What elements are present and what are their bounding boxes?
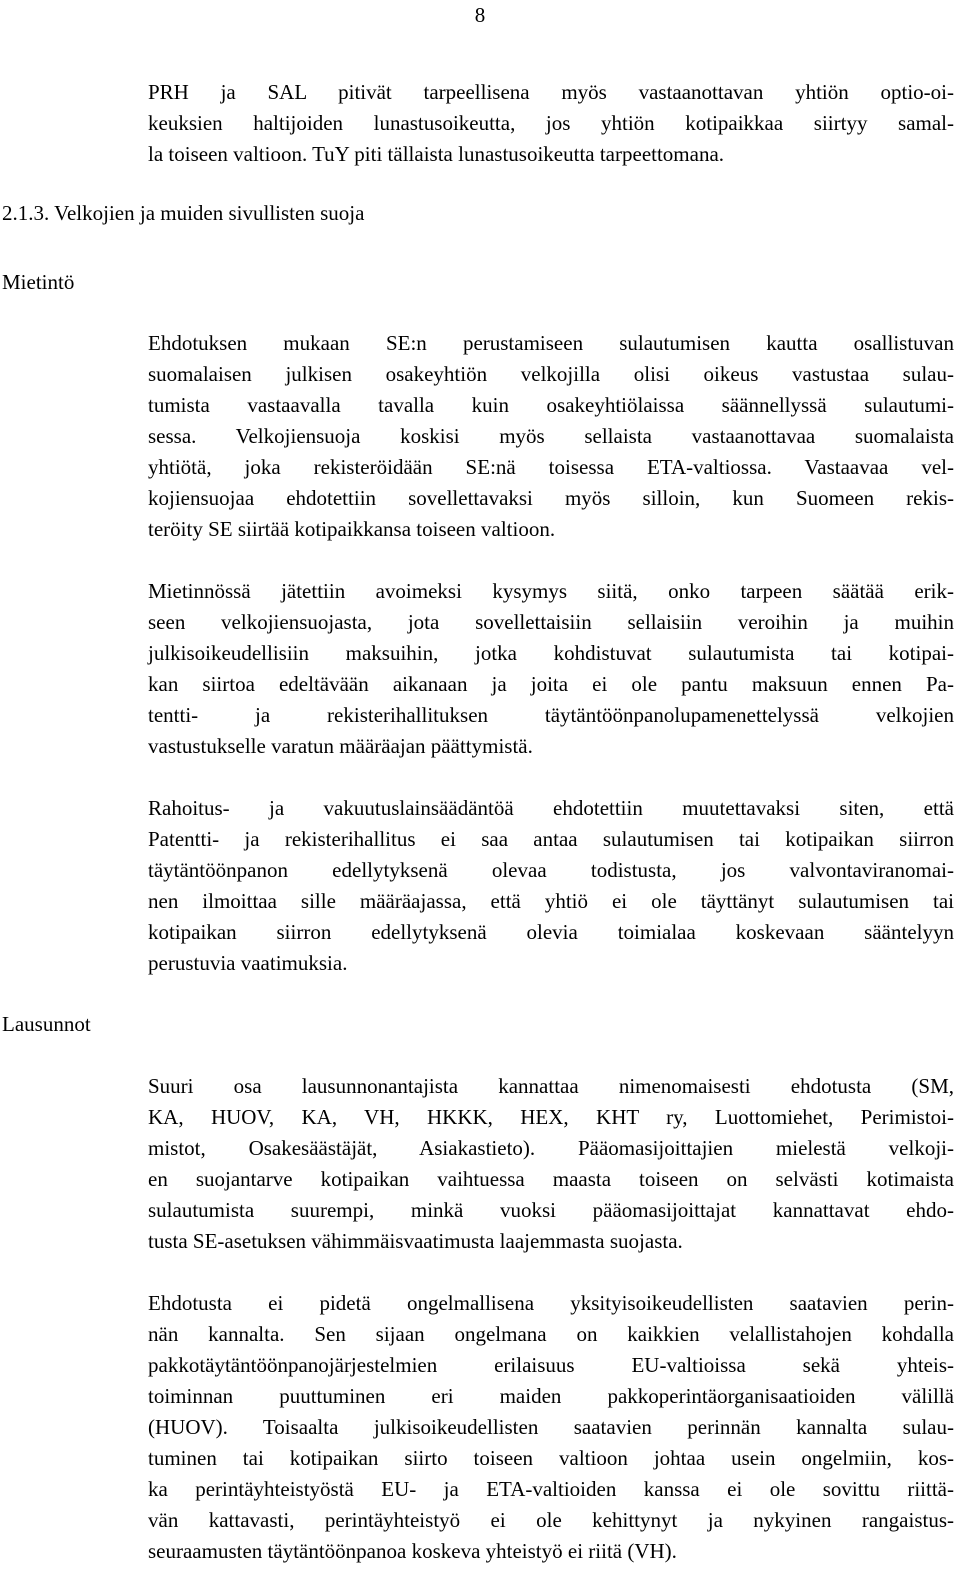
side-label-mietinto: Mietintö xyxy=(2,270,75,294)
text-line: mistot, Osakesäästäjät, Asiakastieto). Pääomasijoittajien mielestä velkoji- xyxy=(148,1136,954,1160)
text-line: tentti- ja rekisterihallituksen täytäntöönpanolupamenettelyssä velkojien xyxy=(148,703,954,727)
text-line: toiminnan puuttuminen eri maiden pakkoperintäorganisaatioiden välillä xyxy=(148,1384,954,1408)
text-line: Suuri osa lausunnonantajista kannattaa nimenomaisesti ehdotusta (SM, xyxy=(148,1074,954,1098)
text-line: ka perintäyhteistyöstä EU- ja ETA-valtioiden kanssa ei ole sovittu riittä- xyxy=(148,1477,954,1501)
text-line: yhtiötä, joka rekisteröidään SE:nä toisessa ETA-valtiossa. Vastaavaa vel- xyxy=(148,455,954,479)
side-label-lausunnot: Lausunnot xyxy=(2,1012,91,1036)
text-line: nen ilmoittaa sille määräajassa, että yhtiö ei ole täyttänyt sulautumisen tai xyxy=(148,889,954,913)
text-line: en suojantarve kotipaikan vaihtuessa maasta toiseen on selvästi kotimaista xyxy=(148,1167,954,1191)
text-line: teröity SE siirtää kotipaikkansa toiseen valtioon. xyxy=(148,517,556,541)
intro-paragraph xyxy=(148,77,954,170)
text-line: tuminen tai kotipaikan siirto toiseen valtioon johtaa usein ongelmiin, kos- xyxy=(148,1446,954,1470)
text-line: sessa. Velkojiensuoja koskisi myös sellaista vastaanottavaa suomalaista xyxy=(148,424,954,448)
text-line: sulautumista suurempi, minkä vuoksi pääomasijoittajat kannattavat ehdo- xyxy=(148,1198,954,1222)
text-line: Ehdotuksen mukaan SE:n perustamiseen sulautumisen kautta osallistuvan xyxy=(148,331,954,355)
lausunnot-paragraph-1 xyxy=(148,1071,954,1257)
text-line: pakkotäytäntöönpanojärjestelmien erilaisuus EU-valtioissa sekä yhteis- xyxy=(148,1353,954,1377)
mietinto-paragraph-2 xyxy=(148,576,954,762)
text-line: vastustukselle varatun määräajan päättymistä. xyxy=(148,734,533,758)
text-line: Ehdotusta ei pidetä ongelmallisena yksityisoikeudellisten saatavien perin- xyxy=(148,1291,954,1315)
text-line: seuraamusten täytäntöönpanoa koskeva yhteistyö ei riitä (VH). xyxy=(148,1539,677,1563)
mietinto-paragraph-1 xyxy=(148,328,954,545)
text-line: keuksien haltijoiden lunastusoikeutta, jos yhtiön kotipaikkaa siirtyy samal- xyxy=(148,111,954,135)
text-line: tumista vastaavalla tavalla kuin osakeyhtiölaissa säännellyssä sulautumi- xyxy=(148,393,954,417)
text-line: täytäntöönpanon edellytyksenä olevaa todistusta, jos valvontaviranomai- xyxy=(148,858,954,882)
text-line: Mietinnössä jätettiin avoimeksi kysymys siitä, onko tarpeen säätää erik- xyxy=(148,579,954,603)
text-line: tusta SE-asetuksen vähimmäisvaatimusta laajemmasta suojasta. xyxy=(148,1229,683,1253)
text-line: nän kannalta. Sen sijaan ongelmana on kaikkien velallistahojen kohdalla xyxy=(148,1322,954,1346)
lausunnot-paragraph-2 xyxy=(148,1288,954,1567)
page-number: 8 xyxy=(474,3,486,27)
section-heading: 2.1.3. Velkojien ja muiden sivullisten suoja xyxy=(2,201,365,225)
text-line: kotipaikan siirron edellytyksenä olevia toimialaa koskevaan sääntelyyn xyxy=(148,920,954,944)
text-line: la toiseen valtioon. TuY piti tällaista lunastusoikeutta tarpeettomana. xyxy=(148,142,725,166)
text-line: suomalaisen julkisen osakeyhtiön velkojilla olisi oikeus vastustaa sulau- xyxy=(148,362,954,386)
text-line: PRH ja SAL pitivät tarpeellisena myös vastaanottavan yhtiön optio-oi- xyxy=(148,80,954,104)
mietinto-paragraph-3 xyxy=(148,793,954,979)
text-line: KA, HUOV, KA, VH, HKKK, HEX, KHT ry, Luottomiehet, Perimistoi- xyxy=(148,1105,954,1129)
text-line: Patentti- ja rekisterihallitus ei saa antaa sulautumisen tai kotipaikan siirron xyxy=(148,827,954,851)
text-line: kan siirtoa edeltävään aikanaan ja joita ei ole pantu maksuun ennen Pa- xyxy=(148,672,954,696)
text-line: perustuvia vaatimuksia. xyxy=(148,951,348,975)
text-line: Rahoitus- ja vakuutuslainsäädäntöä ehdotettiin muutettavaksi siten, että xyxy=(148,796,954,820)
text-line: vän kattavasti, perintäyhteistyö ei ole kehittynyt ja nykyinen rangaistus- xyxy=(148,1508,954,1532)
text-line: kojiensuojaa ehdotettiin sovellettavaksi myös silloin, kun Suomeen rekis- xyxy=(148,486,954,510)
text-line: julkisoikeudellisiin maksuihin, jotka kohdistuvat sulautumista tai kotipai- xyxy=(148,641,954,665)
text-line: seen velkojiensuojasta, jota sovellettaisiin sellaisiin veroihin ja muihin xyxy=(148,610,954,634)
text-line: (HUOV). Toisaalta julkisoikeudellisten saatavien perinnän kannalta sulau- xyxy=(148,1415,954,1439)
